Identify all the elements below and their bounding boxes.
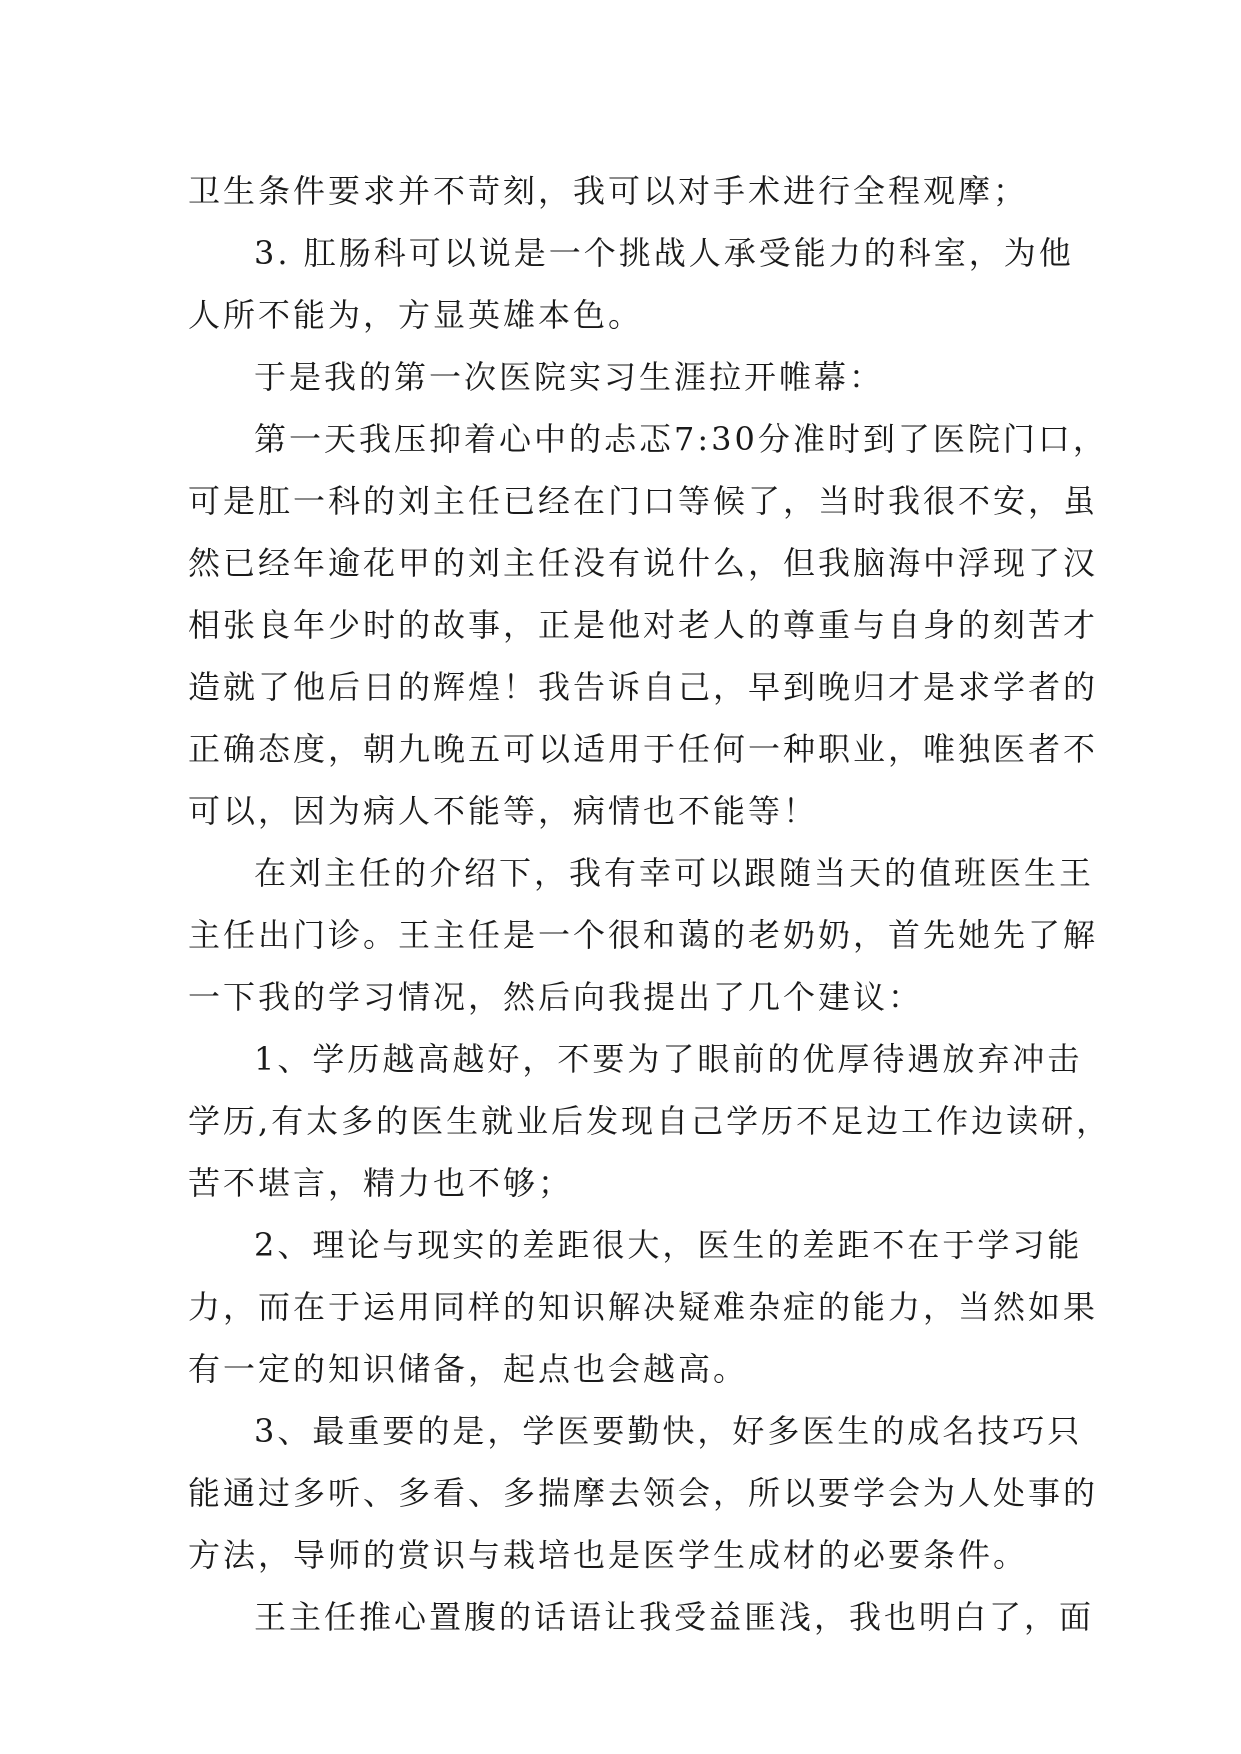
- text-line: 方法，导师的赏识与栽培也是医学生成材的必要条件。: [188, 1536, 1029, 1574]
- text-line: 然已经年逾花甲的刘主任没有说什么，但我脑海中浮现了汉: [188, 544, 1099, 582]
- text-line: 苦不堪言，精力也不够；: [188, 1164, 574, 1202]
- text-line: 力，而在于运用同样的知识解决疑难杂症的能力，当然如果: [188, 1288, 1099, 1326]
- text-line: 正确态度，朝九晚五可以适用于任何一种职业，唯独医者不: [188, 730, 1099, 768]
- document-body: [188, 160, 1112, 1648]
- text-line: 3. 肛肠科可以说是一个挑战人承受能力的科室，为他: [254, 234, 1074, 272]
- text-line: 王主任推心置腹的话语让我受益匪浅，我也明白了，面: [254, 1598, 1095, 1636]
- text-line: 2、理论与现实的差距很大，医生的差距不在于学习能: [254, 1226, 1083, 1264]
- text-line: 3、最重要的是，学医要勤快，好多医生的成名技巧只: [254, 1412, 1083, 1450]
- text-line: 相张良年少时的故事，正是他对老人的尊重与自身的刻苦才: [188, 606, 1099, 644]
- text-line: 卫生条件要求并不苛刻，我可以对手术进行全程观摩；: [188, 172, 1029, 210]
- text-line: 一下我的学习情况，然后向我提出了几个建议：: [188, 978, 924, 1016]
- text-line: 主任出门诊。王主任是一个很和蔼的老奶奶，首先她先了解: [188, 916, 1099, 954]
- text-line: 可以，因为病人不能等，病情也不能等！: [188, 792, 819, 830]
- text-line: 于是我的第一次医院实习生涯拉开帷幕：: [254, 358, 885, 396]
- text-line: 造就了他后日的辉煌！我告诉自己，早到晚归才是求学者的: [188, 668, 1099, 706]
- text-line: 学历,有太多的医生就业后发现自己学历不足边工作边读研，: [188, 1102, 1112, 1140]
- text-line: 1、学历越高越好，不要为了眼前的优厚待遇放弃冲击: [254, 1040, 1083, 1078]
- text-line: 可是肛一科的刘主任已经在门口等候了，当时我很不安，虽: [188, 482, 1099, 520]
- text-line: 在刘主任的介绍下，我有幸可以跟随当天的值班医生王: [254, 854, 1095, 892]
- text-line: 有一定的知识储备，起点也会越高。: [188, 1350, 749, 1388]
- text-line: 人所不能为，方显英雄本色。: [188, 296, 644, 334]
- text-line: 第一天我压抑着心中的忐忑7:30分准时到了医院门口，: [254, 420, 1108, 458]
- text-line: 能通过多听、多看、多揣摩去领会，所以要学会为人处事的: [188, 1474, 1099, 1512]
